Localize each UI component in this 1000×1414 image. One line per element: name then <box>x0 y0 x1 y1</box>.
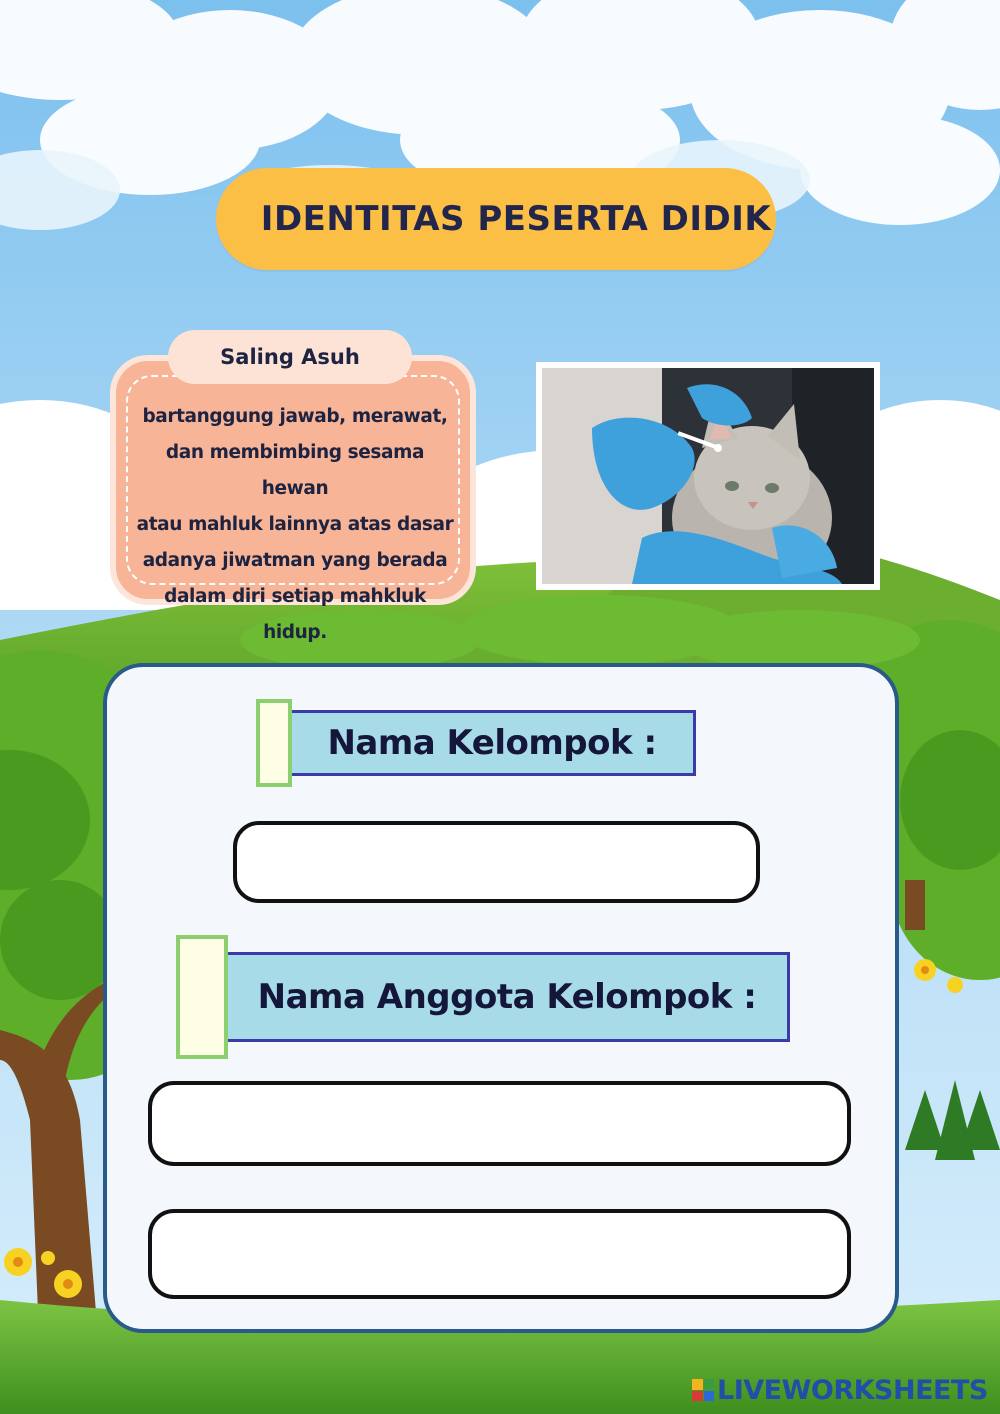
liveworksheets-grid-icon <box>692 1379 714 1401</box>
member-2-field[interactable] <box>148 1209 851 1299</box>
member-1-input[interactable] <box>152 1085 847 1162</box>
group-name-label-text: Nama Kelompok : <box>327 723 657 763</box>
members-label-tab <box>176 935 228 1059</box>
page-title-pill <box>216 168 776 270</box>
value-card <box>110 355 476 643</box>
members-label <box>224 952 790 1042</box>
value-card-title: Saling Asuh <box>220 345 360 369</box>
value-line: dalam diri setiap mahkluk hidup. <box>164 586 426 643</box>
value-line: dan membimbing sesama hewan <box>165 442 425 499</box>
value-line: atau mahluk lainnya atas dasar <box>136 514 454 535</box>
cat-vet-illustration <box>542 368 874 584</box>
cat-vet-photo <box>536 362 880 590</box>
member-2-input[interactable] <box>152 1213 847 1295</box>
group-name-label-tab <box>256 699 292 787</box>
value-card-text <box>134 399 456 651</box>
value-card-tab <box>168 330 412 384</box>
group-name-input[interactable] <box>237 825 756 899</box>
page-title: IDENTITAS PESERTA DIDIK <box>260 199 772 239</box>
value-line: bartanggung jawab, merawat, <box>142 406 448 427</box>
liveworksheets-wordmark: LIVEWORKSHEETS <box>717 1374 988 1406</box>
group-name-label <box>288 710 696 776</box>
value-line: adanya jiwatman yang berada <box>142 550 448 571</box>
group-name-field[interactable] <box>233 821 760 903</box>
liveworksheets-logo[interactable] <box>692 1372 988 1408</box>
members-label-text: Nama Anggota Kelompok : <box>257 977 757 1017</box>
member-1-field[interactable] <box>148 1081 851 1166</box>
